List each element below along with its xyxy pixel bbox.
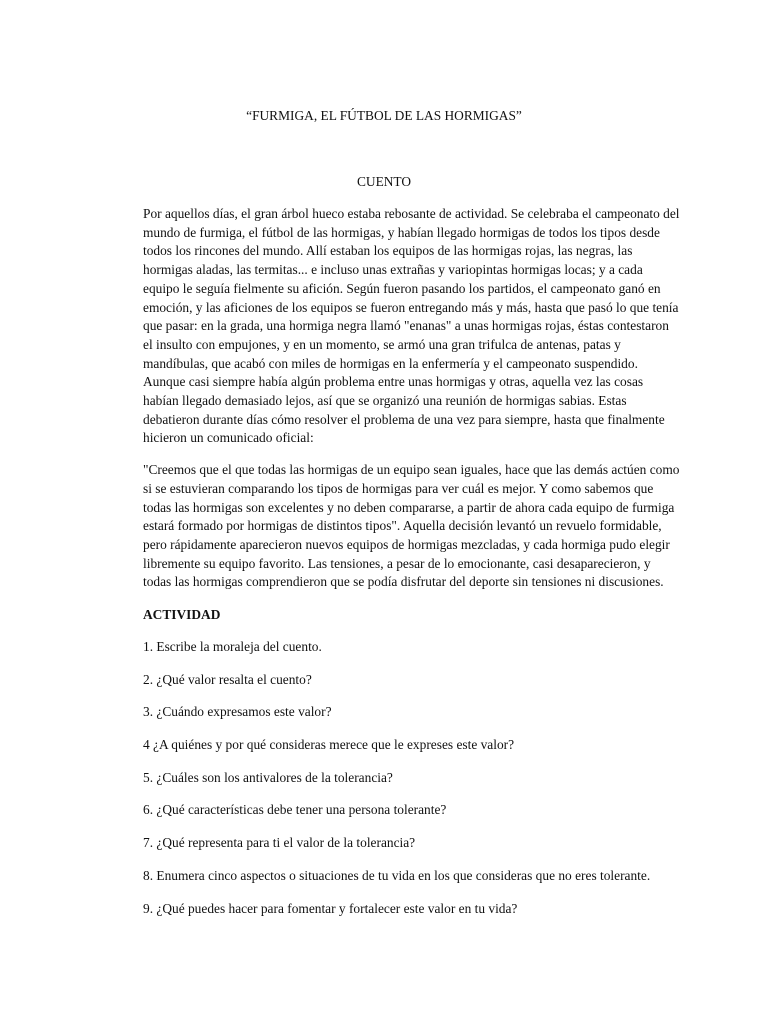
paragraph-line: hormigas aladas, las termitas... e incluso unas extrañas y variopintas hormigas locas; y a cada bbox=[143, 262, 643, 278]
activity-section bbox=[143, 606, 703, 932]
paragraph-line: debatieron durante días cómo resolver el problema de una vez para siempre, hasta que finalmente bbox=[143, 411, 665, 427]
paragraph-line: el insulto con empujones, y en un momento, se armó una gran trifulca de antenas, patas y bbox=[143, 336, 621, 352]
paragraph-line: si se estuvieran comparando los tipos de hormigas para ver cuál es mejor. Y como sabemos que bbox=[143, 480, 654, 496]
paragraph-line: todas las hormigas comprendieron que se podía disfrutar del deporte sin tensiones ni discusiones. bbox=[143, 574, 664, 590]
activity-question: 3. ¿Cuándo expresamos este valor? bbox=[143, 704, 332, 720]
activity-heading: ACTIVIDAD bbox=[143, 607, 221, 622]
activity-question: 5. ¿Cuáles son los antivalores de la tolerancia? bbox=[143, 769, 393, 785]
document-subtitle: CUENTO bbox=[356, 174, 412, 189]
story-paragraph-1 bbox=[143, 205, 703, 448]
paragraph-line: todos los rincones del mundo. Allí estaban los equipos de las hormigas rojas, las negras, las bbox=[143, 243, 633, 259]
paragraph-line: "Creemos que el que todas las hormigas de un equipo sean iguales, hace que las demás actúen como bbox=[143, 462, 680, 478]
story-body bbox=[143, 205, 703, 592]
paragraph-line: mundo de furmiga, el fútbol de las hormigas, y habían llegado hormigas de todos los tipos desde bbox=[143, 224, 660, 240]
activity-question: 9. ¿Qué puedes hacer para fomentar y fortalecer este valor en tu vida? bbox=[143, 900, 518, 916]
paragraph-line: que pasar: en la grada, una hormiga negra llamó "enanas" a unas hormigas rojas, éstas contestaron bbox=[143, 318, 669, 334]
paragraph-line: Aunque casi siempre había algún problema entre unas hormigas y otras, aquella vez las cosas bbox=[143, 374, 644, 390]
paragraph-line: todas las hormigas son excelentes y no deben compararse, a partir de ahora cada equipo de furmiga bbox=[143, 499, 675, 515]
paragraph-line: pero rápidamente aparecieron nuevos equipos de hormigas mezcladas, y cada hormiga pudo elegir bbox=[143, 536, 670, 552]
activity-question: 6. ¿Qué características debe tener una persona tolerante? bbox=[143, 802, 447, 818]
paragraph-line: libremente su equipo favorito. Las tensiones, a pesar de lo emocionante, casi desaparecieron, y bbox=[143, 555, 651, 571]
paragraph-line: estará formado por hormigas de distintos tipos". Aquella decisión levantó un revuelo formidable, bbox=[143, 518, 662, 534]
paragraph-line: mandíbulas, que acabó con miles de hormigas en la enfermería y el campeonato suspendido. bbox=[143, 355, 638, 371]
paragraph-line: equipo le seguía fielmente su afición. Según fueron pasando los partidos, el campeonato ganó en bbox=[143, 280, 661, 296]
activity-question: 4 ¿A quiénes y por qué consideras merece que le expreses este valor? bbox=[143, 737, 515, 753]
paragraph-line: hicieron un comunicado oficial: bbox=[143, 430, 314, 446]
paragraph-line: emoción, y las aficiones de los equipos se fueron entregando más y más, hasta que pasó lo que tenía bbox=[143, 299, 679, 315]
paragraph-line: Por aquellos días, el gran árbol hueco estaba rebosante de actividad. Se celebraba el campeonato del bbox=[143, 206, 680, 221]
story-paragraph-2 bbox=[143, 461, 703, 592]
activity-question: 8. Enumera cinco aspectos o situaciones de tu vida en los que consideras que no eres tolerante. bbox=[143, 867, 651, 883]
document-title: “FURMIGA, EL FÚTBOL DE LAS HORMIGAS” bbox=[246, 108, 522, 123]
activity-question: 2. ¿Qué valor resalta el cuento? bbox=[143, 671, 312, 687]
activity-question: 1. Escribe la moraleja del cuento. bbox=[143, 639, 322, 654]
paragraph-line: habían llegado demasiado lejos, así que se organizó una reunión de hormigas sabias. Estas bbox=[143, 393, 627, 409]
activity-question: 7. ¿Qué representa para ti el valor de la tolerancia? bbox=[143, 835, 416, 851]
